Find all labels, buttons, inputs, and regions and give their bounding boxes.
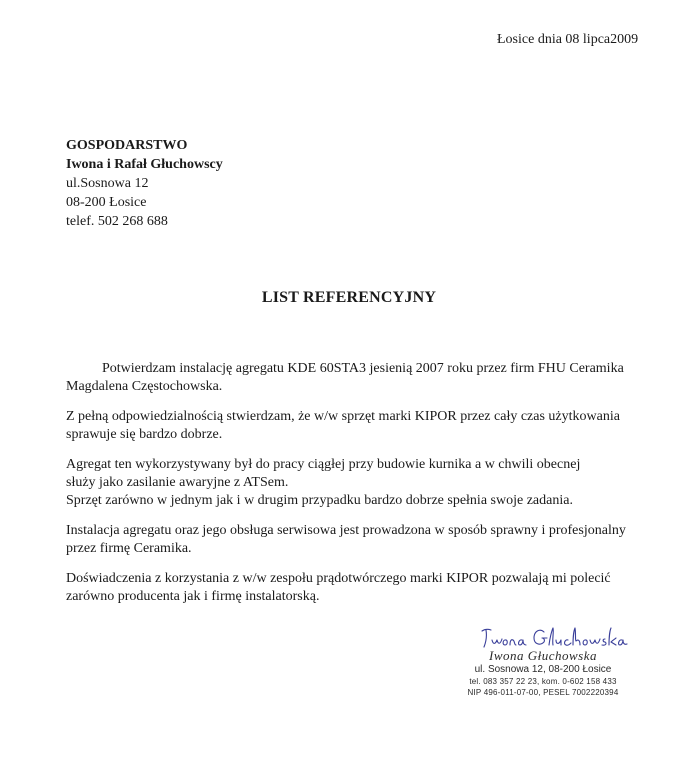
letter-body (66, 360, 666, 618)
paragraph-1 (66, 360, 666, 396)
paragraph-line: sprawuje się bardzo dobrze. (66, 427, 223, 442)
sender-org: GOSPODARSTWO (66, 138, 188, 153)
stamp-name: Iwona Głuchowska (488, 648, 598, 663)
paragraph-line: Magdalena Częstochowska. (66, 379, 223, 394)
sender-block (66, 136, 223, 231)
paragraph-4 (66, 522, 666, 558)
sender-city: 08-200 Łosice (66, 195, 147, 210)
paragraph-2 (66, 408, 666, 444)
paragraph-line: Z pełną odpowiedzialnością stwierdzam, że w/w sprzęt marki KIPOR przez cały czas użytkowania (66, 409, 620, 424)
paragraph-line: Agregat ten wykorzystywany był do pracy ciągłej przy budowie kurnika a w chwili obecnej (66, 457, 581, 472)
paragraph-5 (66, 570, 666, 606)
paragraph-line: Doświadczenia z korzystania z w/w zespołu prądotwórczego marki KIPOR pozwalają mi polecić (66, 571, 611, 586)
stamp-phones: tel. 083 357 22 23, kom. 0-602 158 433 (469, 677, 617, 686)
sender-names: Iwona i Rafał Głuchowscy (66, 157, 223, 172)
stamp-address: ul. Sosnowa 12, 08-200 Łosice (474, 664, 612, 675)
sender-street: ul.Sosnowa 12 (66, 176, 149, 191)
paragraph-line: służy jako zasilanie awaryjne z ATSem. (66, 475, 289, 490)
paragraph-line: przez firmę Ceramika. (66, 541, 192, 556)
paragraph-line: Potwierdzam instalację agregatu KDE 60STA3 jesienią 2007 roku przez firm FHU Ceramika (102, 361, 624, 376)
company-stamp (458, 648, 628, 698)
paragraph-line: Instalacja agregatu oraz jego obsługa serwisowa jest prowadzona w sposób sprawny i profesjonalny (66, 523, 626, 538)
paragraph-line: Sprzęt zarówno w jednym jak i w drugim przypadku bardzo dobrze spełnia swoje zadania. (66, 493, 573, 508)
stamp-ids: NIP 496-011-07-00, PESEL 7002220394 (467, 688, 619, 697)
paragraph-3 (66, 456, 666, 510)
paragraph-line: zarówno producenta jak i firmę instalatorską. (66, 589, 320, 604)
sender-phone: telef. 502 268 688 (66, 214, 168, 229)
letter-date: Łosice dnia 08 lipca2009 (497, 32, 639, 47)
document-title: LIST REFERENCYJNY (261, 289, 437, 306)
